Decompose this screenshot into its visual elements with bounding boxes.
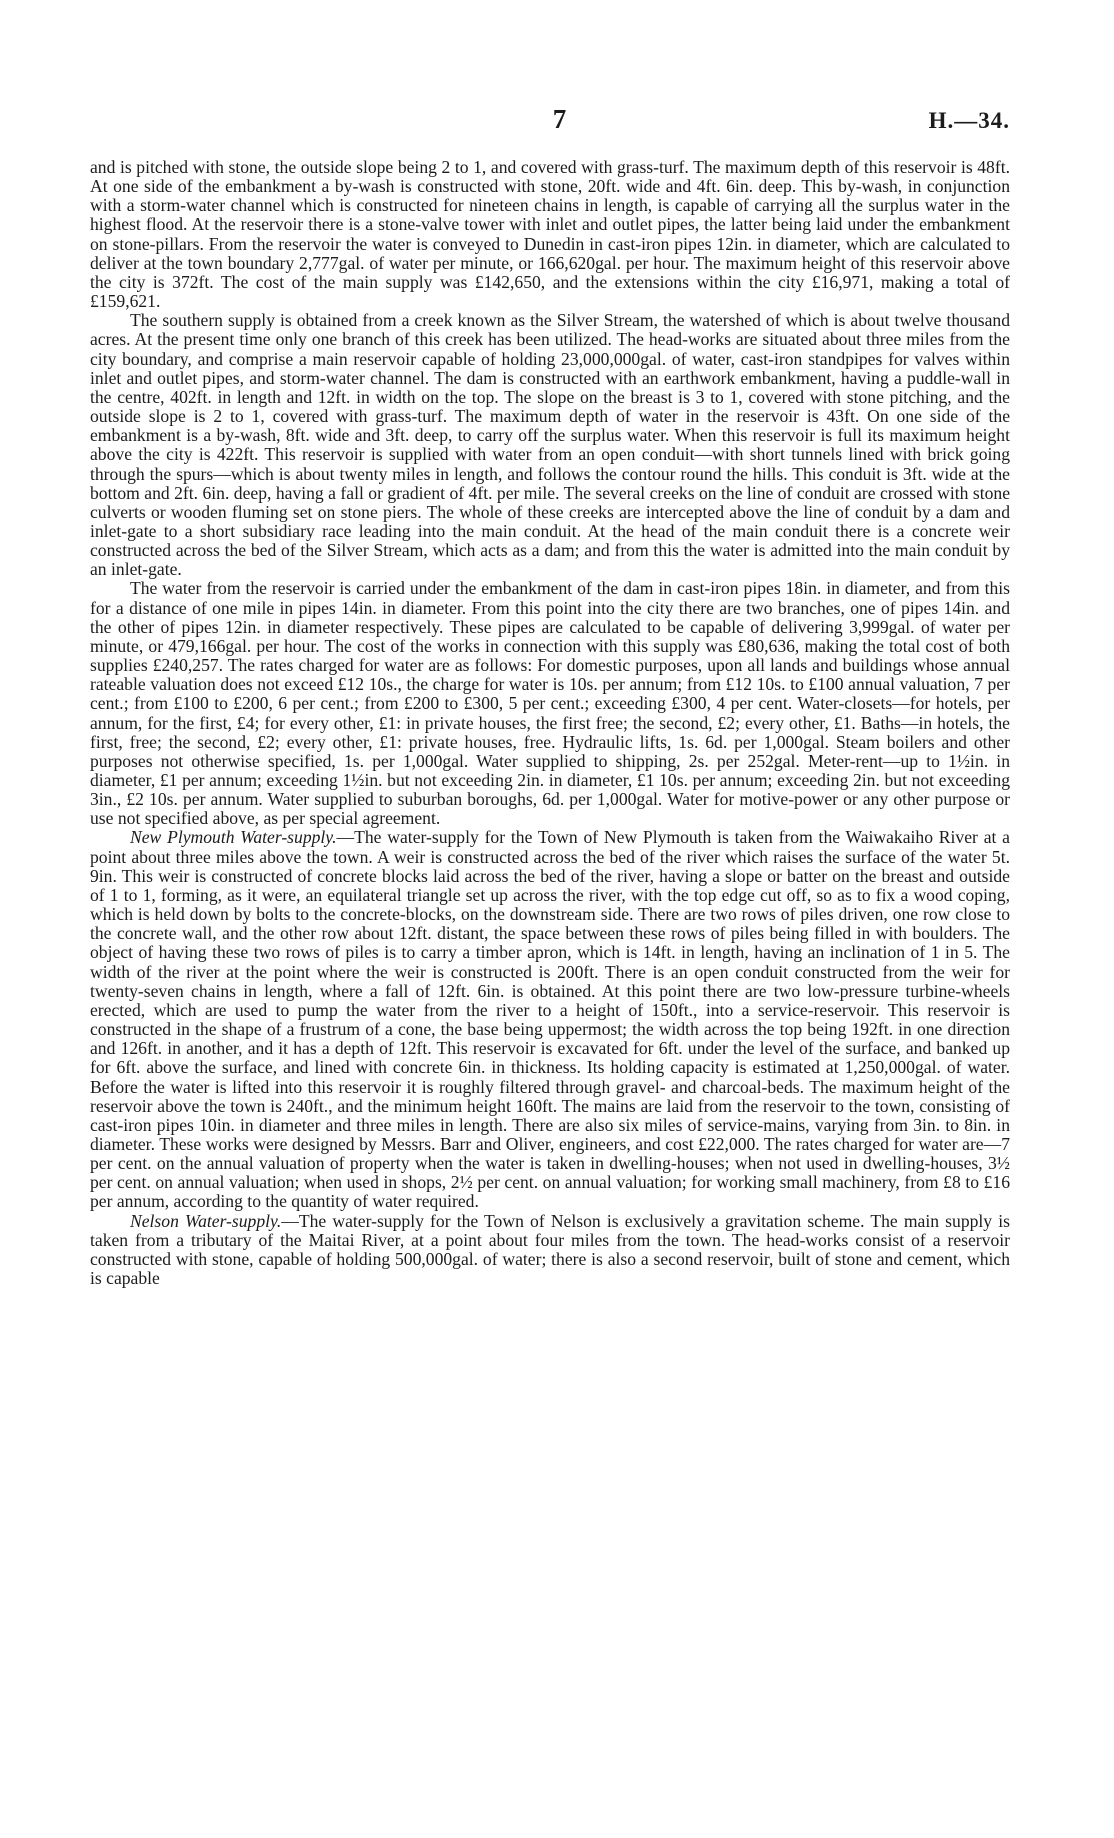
paragraph (90, 828, 1010, 1211)
body-text (90, 158, 1010, 1288)
paragraph (90, 1212, 1010, 1289)
paragraph-text: —The water-supply for the Town of Nelson is exclusively a gravitation scheme. The main supply is taken from a tributary of the Maitai River, at a point about four miles from the town. The head-works consist of a reservoir constructed with stone, capable of holding 500,000gal. of water; there is also a second reservoir, built of stone and cement, which is capable (90, 1210, 1010, 1289)
paragraph-text: —The water-supply for the Town of New Plymouth is taken from the Waiwakaiho River at a point about three miles above the town. A weir is constructed across the bed of the river which raises the surface of the water 5t. 9in. This weir is constructed of concrete blocks laid across the bed of the river, having a slope or batter on the breast and outside of 1 to 1, forming, as it were, an equilateral triangle set up across the river, with the top edge cut off, so as to fix a wood coping, which is held down by bolts to the concrete-blocks, on the downstream side. There are two rows of piles driven, one row close to the concrete wall, and the other row about 12ft. distant, the space between these rows of piles being filled in with boulders. The object of having these two rows of piles is to carry a timber apron, which is 14ft. in length, having an inclination of 1 in 5. The width of the river at the point where the weir is constructed is 200ft. There is an open conduit constructed from the weir for twenty-seven chains in length, where a fall of 12ft. 6in. is obtained. At this point there are two low-pressure turbine-wheels erected, which are used to pump the water from the river to a height of 150ft., into a service-reservoir. This reservoir is constructed in the shape of a frustrum of a cone, the base being uppermost; the width across the top being 192ft. in one direction and 126ft. in another, and it has a depth of 12ft. This reservoir is excavated for 6ft. under the level of the surface, and banked up for 6ft. above the surface, and lined with concrete 6in. in thickness. Its holding capacity is estimated at 1,250,000gal. of water. Before the water is lifted into this reservoir it is roughly filtered through gravel- and charcoal-beds. The maximum height of the reservoir above the town is 240ft., and the minimum height 160ft. The mains are laid from the reservoir to the town, consisting of cast-iron pipes 10in. in diameter and three miles in length. There are also six miles of service-mains, varying from 3in. to 8in. in diameter. These works were designed by Messrs. Barr and Oliver, engineers, and cost £22,000. The rates charged for water are—7 per cent. on the annual valuation of property when the water is taken in dwelling-houses; when not used in dwelling-houses, 3½ per cent. on annual valuation; when used in shops, 2½ per cent. on annual valuation; for working small machinery, from £8 to £16 per annum, according to the quantity of water required. (90, 827, 1010, 1212)
section-heading: Nelson Water-supply. (130, 1210, 282, 1231)
paragraph: The water from the reservoir is carried under the embankment of the dam in cast-iron pipes 18in. in diameter, and from this for a distance of one mile in pipes 14in. in diameter. From this point into the city there are two branches, one of pipes 14in. and the other of pipes 12in. in diameter respectively. These pipes are calculated to be capable of delivering 3,999gal. of water per minute, or 479,166gal. per hour. The cost of the works in connection with this supply was £80,636, making the total cost of both supplies £240,257. The rates charged for water are as follows: For domestic purposes, upon all lands and buildings whose annual rateable valuation does not exceed £12 10s., the charge for water is 10s. per annum; from £12 10s. to £100 annual valuation, 7 per cent.; from £100 to £200, 6 per cent.; from £200 to £300, 5 per cent.; exceeding £300, 4 per cent. Water-closets—for hotels, per annum, for the first, £4; for every other, £1: in private houses, the first free; the second, £2; every other, £1. Baths—in hotels, the first, free; the second, £2; every other, £1: private houses, free. Hydraulic lifts, 1s. 6d. per 1,000gal. Steam boilers and other purposes not otherwise specified, 1s. per 1,000gal. Water supplied to shipping, 2s. per 252gal. Meter-rent—up to 1½in. in diameter, £1 per annum; exceeding 1½in. but not exceeding 2in. in diameter, £1 10s. per annum; exceeding 2in. but not exceeding 3in., £2 10s. per annum. Water supplied to suburban boroughs, 6d. per 1,000gal. Water for motive-power or any other purpose or use not specified above, as per special agreement. (90, 578, 1010, 829)
document-reference: H.—34. (928, 108, 1010, 133)
page-number: 7 (552, 104, 568, 134)
paragraph: The southern supply is obtained from a creek known as the Silver Stream, the watershed of which is about twelve thousand acres. At the present time only one branch of this creek has been utilized. The head-works are situated about three miles from the city boundary, and comprise a main reservoir capable of holding 23,000,000gal. of water, cast-iron standpipes for valves within inlet and outlet pipes, and storm-water channel. The dam is constructed with an earthwork embankment, having a puddle-wall in the centre, 402ft. in length and 12ft. in width on the top. The slope on the breast is 3 to 1, covered with stone pitching, and the outside slope is 2 to 1, covered with grass-turf. The maximum depth of water in the reservoir is 43ft. On one side of the embankment is a by-wash, 8ft. wide and 3ft. deep, to carry off the surplus water. When this reservoir is full its maximum height above the city is 422ft. This reservoir is supplied with water from an open conduit—with short tunnels lined with brick going through the spurs—which is about twenty miles in length, and follows the contour round the hills. This conduit is 3ft. wide at the bottom and 2ft. 6in. deep, having a fall or gradient of 4ft. per mile. The several creeks on the line of conduit are crossed with stone culverts or wooden fluming set on stone piers. The whole of these creeks are intercepted above the line of conduit by a dam and inlet-gate to a short subsidiary race leading into the main conduit. At the head of the main conduit there is a concrete weir constructed across the bed of the Silver Stream, which acts as a dam; and from this the water is admitted into the main conduit by an inlet-gate. (90, 310, 1010, 580)
section-heading: New Plymouth Water-supply. (130, 827, 337, 848)
paragraph: and is pitched with stone, the outside slope being 2 to 1, and covered with grass-turf. The maximum depth of this reservoir is 48ft. At one side of the embankment a by-wash is constructed with stone, 20ft. wide and 4ft. 6in. deep. This by-wash, in conjunction with a storm-water channel which is constructed for nineteen chains in length, is capable of carrying all the surplus water in the highest flood. At the reservoir there is a stone-valve tower with inlet and outlet pipes, the latter being laid under the embankment on stone-pillars. From the reservoir the water is conveyed to Dunedin in cast-iron pipes 12in. in diameter, which are calculated to deliver at the town boundary 2,777gal. of water per minute, or 166,620gal. per hour. The maximum height of this reservoir above the city is 372ft. The cost of the main supply was £142,650, and the extensions within the city £16,971, making a total of £159,621. (90, 157, 1010, 312)
